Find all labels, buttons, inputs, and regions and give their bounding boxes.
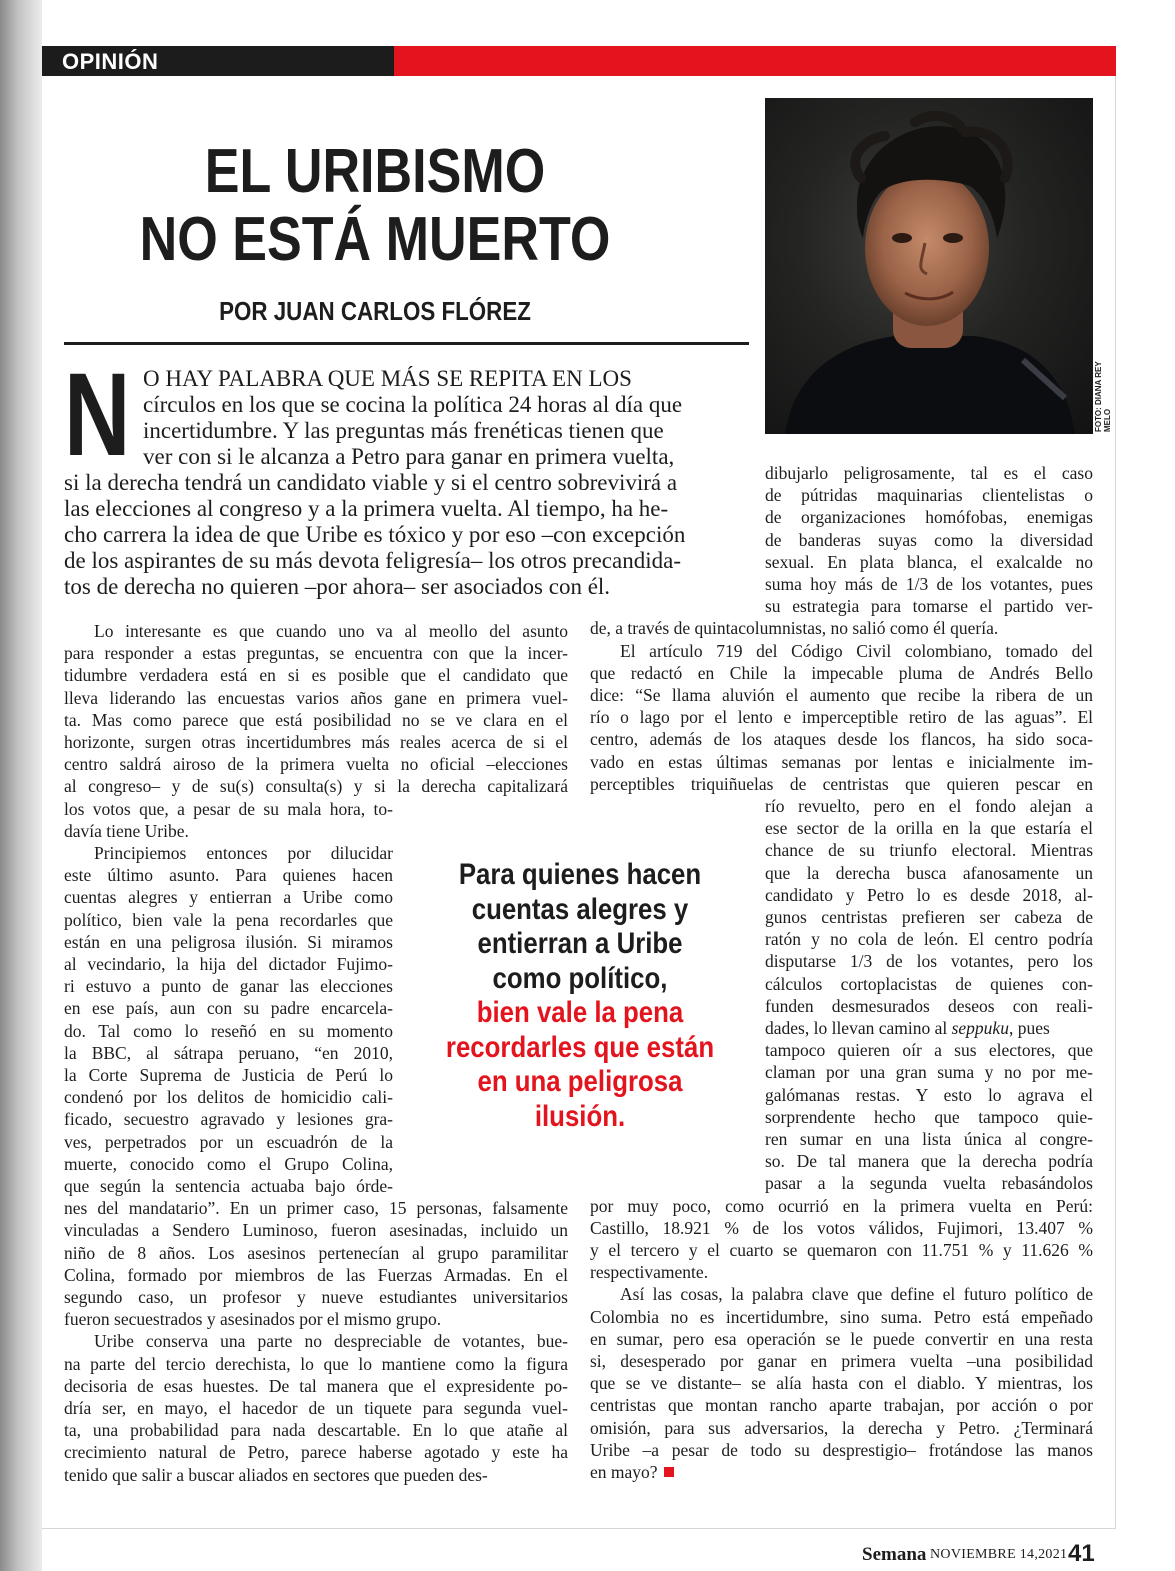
body-line: cuentas alegres y entierran a Uribe como bbox=[64, 887, 393, 908]
pull-quote bbox=[420, 858, 740, 1134]
pull-quote-line: entierran a Uribe bbox=[477, 927, 683, 960]
portrait-photo-icon bbox=[765, 98, 1093, 434]
body-line: ratón y no cola de león. El centro podría bbox=[765, 929, 1093, 950]
body-line: centristas que montan rancho aparte trabajan, por acción o por bbox=[590, 1395, 1093, 1416]
intro-line: de los aspirantes de su más devota feligresía– los otros precandida- bbox=[64, 548, 681, 573]
body-line: Castillo, 18.921 % de los votos válidos, Fujimori, 13.407 % bbox=[590, 1217, 1093, 1238]
intro-line: cho carrera la idea de que Uribe es tóxico y por eso –con excepción bbox=[64, 522, 686, 547]
body-line: este último asunto. Para quienes hacen bbox=[64, 865, 393, 886]
body-line: suma hoy más de 1/3 de los votantes, pues bbox=[765, 574, 1093, 594]
body-line: ren sumar en una lista única al congre- bbox=[765, 1129, 1093, 1149]
headline-line-2: NO ESTÁ MUERTO bbox=[139, 205, 611, 274]
body-line: El artículo 719 del Código Civil colombiano, tomado del bbox=[620, 640, 1093, 661]
pull-quote-highlight-line: bien vale la pena bbox=[476, 996, 684, 1029]
pull-quote-line: Para quienes hacen bbox=[458, 858, 702, 891]
body-line: de pútridas maquinarias clientelistas o bbox=[765, 485, 1093, 506]
body-line: ta. Mas como parece que está posibilidad no se ve clara en el bbox=[64, 709, 568, 730]
body-line: si, desesperado por ganar en primera vuelta –una posibilidad bbox=[590, 1351, 1093, 1371]
body-line: dice: “Se llama aluvión el aumento que recibe la ribera de un bbox=[590, 685, 1093, 705]
body-line: sexual. En plata blanca, el exalcalde no bbox=[765, 551, 1093, 572]
intro-line: O HAY PALABRA QUE MÁS SE REPITA EN LOS bbox=[143, 366, 632, 391]
body-line: Principiemos entonces por dilucidar bbox=[94, 843, 393, 863]
body-line: Lo interesante es que cuando uno va al meollo del asunto bbox=[94, 621, 568, 641]
body-line: decisoria de esas huestes. De tal manera que el expresidente po- bbox=[64, 1375, 568, 1396]
section-bar bbox=[42, 46, 1116, 76]
body-line: lleva liderando las encuestas varios años gane en primera vuel- bbox=[64, 687, 568, 708]
body-line: vinculadas a Sendero Luminoso, fueron asesinadas, incluido un bbox=[64, 1220, 568, 1241]
pull-quote-line: cuentas alegres y bbox=[471, 892, 689, 926]
body-line: tenido que salir a buscar aliados en sectores que pueden des- bbox=[64, 1464, 488, 1485]
body-line: so. De tal manera que la derecha podría bbox=[765, 1151, 1093, 1172]
body-line: segundo caso, un profesor y nueve estudiantes universitarios bbox=[64, 1287, 568, 1307]
body-line: dibujarlo peligrosamente, tal es el caso bbox=[765, 463, 1093, 483]
section-accent-bar bbox=[394, 46, 1116, 76]
intro-line: si la derecha tendrá un candidato viable y si el centro sobrevivirá a bbox=[64, 470, 678, 495]
pull-quote-highlight-line: en una peligrosa bbox=[477, 1065, 683, 1098]
body-line: de organizaciones homófobas, enemigas bbox=[765, 507, 1093, 528]
body-line: fueron secuestrados y asesinados por el mismo grupo. bbox=[64, 1309, 442, 1330]
body-line: que según la sentencia actuaba bajo órde- bbox=[64, 1176, 393, 1196]
body-line: davía tiene Uribe. bbox=[64, 820, 189, 841]
body-line: su estrategia para tomarse el partido ver- bbox=[765, 596, 1093, 617]
body-line: centro, además de los ataques desde los flancos, ha sido soca- bbox=[590, 729, 1093, 750]
body-line: los votos que, a pesar de su mala hora, to- bbox=[64, 798, 393, 819]
body-line: sorprendente hecho que tampoco quie- bbox=[765, 1106, 1093, 1127]
body-line: horizonte, surgen otras incertidumbres más reales acerca de si el bbox=[64, 732, 568, 752]
body-line: gunos centristas prefieren ser cabeza de bbox=[765, 907, 1093, 927]
italic-term: seppuku bbox=[951, 1018, 1009, 1038]
intro-line: incertidumbre. Y las preguntas más frenéticas tienen que bbox=[143, 418, 664, 443]
body-line: ves, perpetrados por un escuadrón de la bbox=[64, 1131, 393, 1152]
body-line: de, a través de quintacolumnistas, no salió como él quería. bbox=[590, 618, 999, 639]
body-line: disputarse 1/3 de los votantes, pero los bbox=[765, 951, 1093, 972]
body-line: dría ser, en mayo, el hacedor de un tiquete para segunda vuel- bbox=[64, 1398, 568, 1418]
body-line: río revuelto, pero en el fondo alejan a bbox=[765, 796, 1093, 816]
body-line: na parte del tercio derechista, lo que lo mantiene como la figura bbox=[64, 1353, 568, 1374]
byline: POR JUAN CARLOS FLÓREZ bbox=[219, 296, 531, 326]
body-line: en mayo? bbox=[590, 1461, 1093, 1483]
body-line: la Corte Suprema de Justicia de Perú lo bbox=[64, 1065, 393, 1085]
body-line: ta, una probabilidad para nada descartable. En lo que atañe al bbox=[64, 1420, 568, 1441]
intro-line: las elecciones al congreso y a la primera vuelta. Al tiempo, ha he- bbox=[64, 496, 669, 521]
headline bbox=[110, 138, 639, 274]
body-line: omisión, para sus adversarios, la derecha y Petro. ¿Terminará bbox=[590, 1417, 1093, 1438]
body-line: y el tercero y el cuarto se quemaron con 11.751 % y 11.626 % bbox=[590, 1240, 1093, 1260]
author-portrait bbox=[765, 98, 1093, 434]
page-bottom-rule bbox=[42, 1528, 1116, 1529]
body-line: Colina, formado por miembros de las Fuerzas Armadas. En el bbox=[64, 1264, 568, 1285]
body-line: en ese país, aun con su padre encarcela- bbox=[64, 998, 393, 1019]
body-line: al congreso– y de su(s) consulta(s) y si la derecha capitalizará bbox=[64, 776, 568, 797]
body-line: ri estuvo a punto de ganar las elecciones bbox=[64, 976, 393, 997]
page-right-rule bbox=[1115, 46, 1116, 1528]
body-line: la BBC, al sátrapa peruano, “en 2010, bbox=[64, 1042, 393, 1063]
intro-line: círculos en los que se cocina la política 24 horas al día que bbox=[143, 392, 683, 417]
body-line: perceptibles triquiñuelas de centristas que quieren pescar en bbox=[590, 773, 1093, 794]
body-line: niño de 8 años. Los asesinos pertenecían al grupo paramilitar bbox=[64, 1242, 568, 1263]
body-line: tidumbre verdadera está en si es posible que el candidato que bbox=[64, 665, 568, 686]
body-line: Así las cosas, la palabra clave que define el futuro político de bbox=[620, 1284, 1093, 1305]
body-line: ese sector de la orilla en la que estaría el bbox=[765, 818, 1093, 839]
body-line: para responder a estas preguntas, se encuentra con que la incer- bbox=[64, 643, 568, 664]
body-line: condenó por los delitos de homicidio cali- bbox=[64, 1087, 393, 1108]
body-line: chance de su triunfo electoral. Mientras bbox=[765, 840, 1093, 861]
body-line: claman por una gran suma y no por me- bbox=[765, 1062, 1093, 1083]
body-line: Uribe conserva una parte no despreciable de votantes, bue- bbox=[94, 1331, 568, 1352]
photo-credit: FOTO: DIANA REY MELO bbox=[1094, 361, 1112, 432]
body-line: de banderas suyas como la diversidad bbox=[765, 529, 1093, 550]
body-line: crecimiento natural de Petro, parece haberse agotado y este ha bbox=[64, 1442, 568, 1463]
body-line: tampoco quieren oír a sus electores, que bbox=[765, 1040, 1093, 1061]
title-rule bbox=[64, 342, 749, 345]
body-line: vado en estas últimas semanas por lentas e inicialmente im- bbox=[590, 751, 1093, 772]
body-line: que redactó en Chile la impecable pluma de Andrés Bello bbox=[590, 662, 1093, 683]
body-line: río o lago por el lento e imperceptible retiro de las aguas”. El bbox=[590, 707, 1093, 728]
body-line: do. Tal como lo reseñó en su momento bbox=[64, 1020, 393, 1041]
body-line: funden desmesurados deseos con reali- bbox=[765, 995, 1093, 1016]
intro-line: tos de derecha no quieren –por ahora– ser asociados con él. bbox=[64, 574, 611, 599]
body-line: que se ve distante– se alía hasta con el diablo. Y mientras, los bbox=[590, 1373, 1093, 1394]
issue-date: NOVIEMBRE 14,2021 bbox=[930, 1547, 1068, 1562]
body-line: en sumar, pero esa operación se le puede convertir en una resta bbox=[590, 1328, 1093, 1349]
body-line: al vecindario, la hija del dictador Fujimo- bbox=[64, 954, 393, 974]
end-mark-icon bbox=[664, 1467, 674, 1477]
body-line: galómanas restas. Y esto lo agrava el bbox=[765, 1084, 1093, 1105]
body-line: pasar a la segunda vuelta rebasándolos bbox=[765, 1173, 1093, 1194]
drop-cap: N bbox=[64, 349, 131, 481]
intro-line: ver con si le alcanza a Petro para ganar en primera vuelta, bbox=[143, 444, 675, 469]
body-line: ficado, secuestro agravado y lesiones gra- bbox=[64, 1109, 393, 1130]
pull-quote-line: como político, bbox=[492, 961, 668, 995]
body-line: que la derecha busca afanosamente un bbox=[765, 862, 1093, 883]
body-line: respectivamente. bbox=[590, 1262, 709, 1283]
italic-term-suffix: , pues bbox=[1008, 1018, 1050, 1038]
body-line: muerte, conocido como el Grupo Colina, bbox=[64, 1153, 393, 1174]
magazine-name: Semana bbox=[862, 1544, 927, 1565]
body-line: por muy poco, como ocurrió en la primera vuelta en Perú: bbox=[590, 1195, 1093, 1216]
body-line: cálculos cortoplacistas de quienes con- bbox=[765, 973, 1093, 994]
pull-quote-highlight-line: recordarles que están bbox=[445, 1030, 715, 1064]
page-number: 41 bbox=[1068, 1540, 1095, 1567]
headline-line-1: EL URIBISMO bbox=[204, 137, 546, 206]
page-gutter-shadow bbox=[0, 0, 42, 1571]
body-line: político, bien vale la pena recordarles que bbox=[64, 909, 393, 930]
pull-quote-highlight-line: ilusión. bbox=[534, 1099, 626, 1133]
page-footer bbox=[830, 1540, 1096, 1566]
body-line: candidato y Petro lo es desde 2018, al- bbox=[765, 884, 1093, 905]
body-line: Colombia no es incertidumbre, sino suma. Petro está empeñado bbox=[590, 1306, 1093, 1327]
section-label: OPINIÓN bbox=[42, 46, 394, 76]
body-line: están en una peligrosa ilusión. Si miramos bbox=[64, 931, 393, 952]
body-line: dades, lo llevan camino al seppuku, pues bbox=[765, 1018, 1050, 1038]
body-line: Uribe –a pesar de todo su desprestigio– frotándose las manos bbox=[590, 1439, 1093, 1460]
body-line: nes del mandatario”. En un primer caso, 15 personas, falsamente bbox=[64, 1198, 568, 1219]
body-line: centro saldrá airoso de la primera vuelta no oficial –elecciones bbox=[64, 754, 568, 775]
